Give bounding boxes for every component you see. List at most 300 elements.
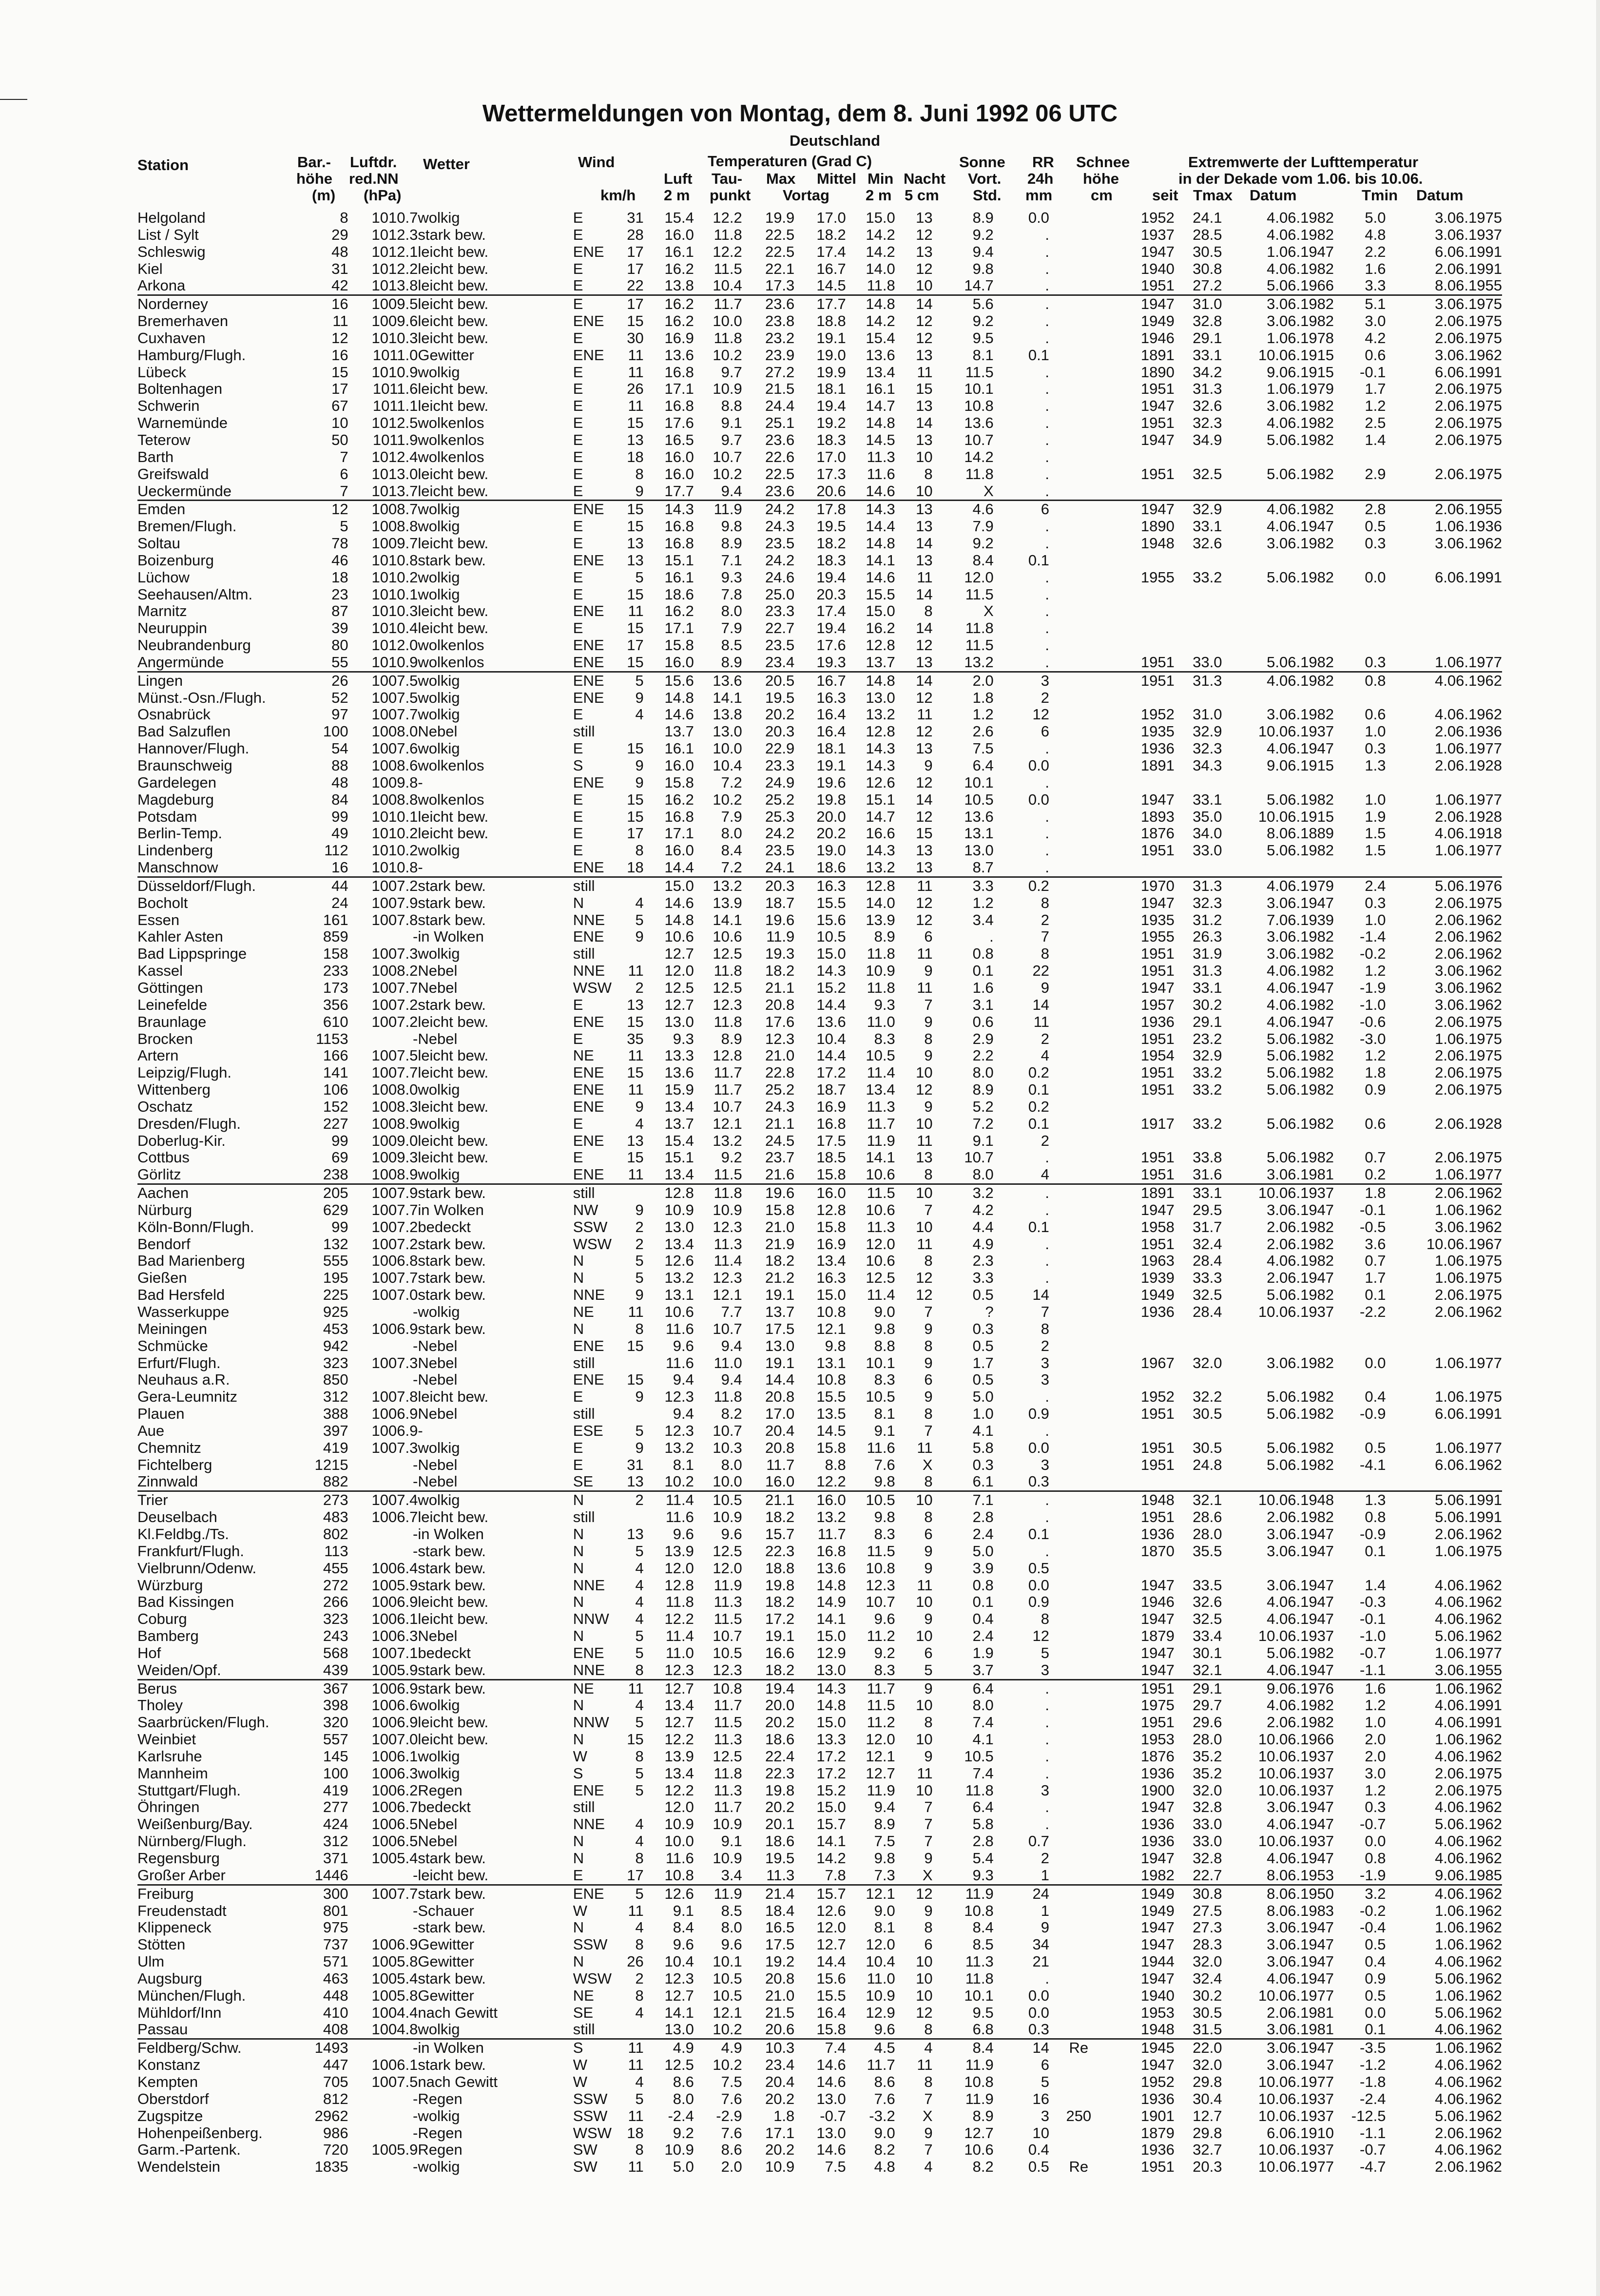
extrem-tmin-datum-cell: 2.06.1975: [1435, 1047, 1502, 1064]
wind-kmh-cell: 15: [627, 740, 644, 757]
station-cell: Lingen: [137, 672, 310, 689]
extrem-tmax-cell: 33.1: [1193, 979, 1222, 996]
wind-richtung-cell: E: [573, 996, 583, 1013]
station-cell: Neubrandenburg: [137, 637, 251, 654]
extrem-tmax-cell: [1175, 1371, 1227, 1389]
mittel-vortag-cell: 13.5: [816, 1406, 846, 1423]
extrem-tmin-datum-cell: 1.06.1977: [1435, 1354, 1502, 1371]
extrem-tmax-datum-cell: 5.06.1982: [1267, 1030, 1334, 1047]
extrem-seit-cell: 1876: [1140, 825, 1175, 842]
wetter-cell: in Wolken: [418, 2039, 573, 2057]
bar-hoehe-cell: 243: [323, 1628, 348, 1645]
wind-kmh-cell: 11: [628, 398, 644, 415]
extrem-tmax-cell: 24.8: [1193, 1456, 1222, 1473]
luft-2m-cell: 16.0: [664, 842, 694, 859]
nacht-5cm-cell: 12: [916, 260, 933, 277]
nacht-5cm-cell: 10: [916, 1115, 933, 1132]
max-vortag-cell: 18.2: [765, 1253, 795, 1270]
bar-hoehe-cell: 801: [323, 1902, 348, 1919]
schneehoehe-cell: [1049, 2021, 1108, 2039]
right-frame-edge: [1596, 0, 1600, 2296]
mittel-vortag-cell: 19.4: [816, 398, 846, 415]
extrem-tmax-cell: [1175, 449, 1227, 466]
extrem-seit-cell: [1108, 586, 1175, 603]
mittel-vortag-cell: 15.5: [816, 894, 846, 911]
station-cell: Kiel: [137, 260, 163, 277]
rr-24h-cell: 0.3: [1028, 2021, 1049, 2038]
station-row: [137, 690, 1502, 707]
rr-24h-cell: .: [1045, 740, 1049, 757]
taupunkt-cell: 11.5: [713, 260, 742, 277]
station-row: [137, 227, 1502, 244]
wind-kmh-cell: 4: [635, 2073, 644, 2090]
min-2m-cell: 9.4: [874, 1799, 895, 1816]
luft-2m-cell: 16.8: [664, 364, 694, 381]
schneehoehe-cell: [1049, 825, 1108, 842]
extrem-tmax-cell: 31.3: [1193, 381, 1222, 398]
schneehoehe-cell: [1049, 449, 1108, 466]
min-2m-cell: 14.8: [866, 415, 895, 432]
luftdruck-cell: 1010.1: [371, 808, 418, 825]
mittel-vortag-cell: 16.4: [816, 706, 846, 723]
luft-2m-cell: 11.8: [665, 1594, 694, 1611]
extrem-tmin-datum-cell: 2.06.1962: [1435, 1304, 1502, 1320]
wind-richtung-cell: E: [573, 260, 583, 277]
min-2m-cell: 15.0: [866, 603, 895, 620]
sonne-cell: 5.2: [972, 1098, 994, 1115]
sonne-cell: 9.3: [972, 1867, 994, 1884]
taupunkt-cell: 9.6: [721, 1525, 742, 1543]
mittel-vortag-cell: 19.4: [816, 620, 846, 637]
taupunkt-cell: 7.6: [721, 2090, 742, 2107]
sonne-cell: 8.9: [972, 1081, 994, 1099]
bar-hoehe-cell: 882: [323, 1473, 348, 1490]
min-2m-cell: 10.6: [866, 1201, 895, 1218]
extrem-tmax-cell: 33.0: [1193, 1833, 1222, 1850]
wetter-cell: stark bew.: [418, 1287, 486, 1304]
nacht-5cm-cell: 13: [916, 842, 933, 859]
wetter-cell: wolkenlos: [418, 415, 484, 432]
header-bar-3: (m): [312, 187, 336, 204]
bar-hoehe-cell: 227: [323, 1115, 348, 1132]
station-row: [137, 381, 1502, 398]
extrem-tmax-cell: 32.1: [1193, 1661, 1222, 1679]
rr-24h-cell: 4: [1041, 1047, 1049, 1064]
schneehoehe-cell: [1049, 330, 1108, 347]
wind-kmh-cell: 15: [627, 808, 644, 825]
mittel-vortag-cell: 18.6: [816, 859, 846, 876]
luft-2m-cell: 12.0: [664, 1560, 694, 1577]
wetter-cell: wolkig: [418, 689, 460, 706]
wetter-cell: leicht bew.: [418, 1149, 489, 1166]
station-cell: Bendorf: [137, 1235, 191, 1253]
station-row: [137, 1560, 1502, 1577]
wetter-cell: in Wolken: [418, 1525, 484, 1543]
rr-24h-cell: 2: [1041, 911, 1049, 928]
extrem-tmax-datum-cell: 5.06.1982: [1267, 1287, 1334, 1304]
extrem-tmin-datum-cell: [1390, 690, 1502, 707]
extrem-tmax-datum-cell: [1227, 620, 1334, 637]
station-cell: Mannheim: [137, 1765, 208, 1782]
taupunkt-cell: 14.1: [713, 689, 742, 706]
station-cell: Artern: [137, 1047, 179, 1064]
luftdruck-cell: 1011.6: [372, 381, 418, 398]
taupunkt-cell: 12.5: [713, 1748, 742, 1765]
min-2m-cell: 10.1: [866, 1354, 895, 1371]
max-vortag-cell: 20.1: [765, 1816, 795, 1833]
schneehoehe-cell: [1049, 1628, 1108, 1645]
schneehoehe-cell: [1049, 1133, 1108, 1150]
extrem-seit-cell: [1108, 774, 1175, 791]
extrem-tmax-datum-cell: 4.06.1982: [1267, 963, 1334, 980]
extrem-tmin-cell: 0.1: [1365, 1543, 1386, 1560]
extrem-tmin-cell: -0.9: [1360, 1525, 1386, 1543]
wetter-cell: wolkenlos: [418, 791, 484, 808]
mittel-vortag-cell: 17.0: [816, 210, 846, 226]
luft-2m-cell: 14.6: [664, 706, 694, 723]
luft-2m-cell: 16.2: [664, 603, 694, 620]
extrem-seit-cell: 1951: [1140, 654, 1175, 671]
extrem-seit-cell: 1963: [1140, 1253, 1175, 1270]
station-row: [137, 963, 1502, 980]
wetter-cell: stark bew.: [418, 1235, 486, 1253]
extrem-tmin-cell: 1.4: [1365, 1577, 1386, 1594]
schneehoehe-cell: [1049, 295, 1108, 313]
bar-hoehe-cell: 942: [323, 1337, 348, 1354]
bar-hoehe-cell: 46: [331, 552, 348, 569]
station-cell: Lübeck: [137, 364, 186, 381]
extrem-tmin-datum-cell: 1.06.1977: [1435, 791, 1502, 808]
taupunkt-cell: 10.2: [713, 347, 742, 364]
max-vortag-cell: 18.7: [765, 894, 795, 911]
bar-hoehe-cell: 410: [323, 2004, 348, 2021]
extrem-tmin-datum-cell: [1390, 620, 1502, 637]
station-row: [137, 825, 1502, 842]
min-2m-cell: 14.8: [846, 295, 895, 313]
luftdruck-cell: 1007.2: [371, 1235, 418, 1253]
wetter-cell: stark bew.: [418, 1679, 573, 1697]
extrem-tmin-datum-cell: 5.06.1991: [1435, 1509, 1502, 1526]
extrem-seit-cell: 1948: [1108, 1491, 1175, 1509]
mittel-vortag-cell: 15.8: [816, 1439, 846, 1456]
extrem-tmax-datum-cell: [1227, 483, 1334, 501]
station-row: [137, 295, 1502, 313]
luft-2m-cell: 10.9: [664, 1816, 694, 1833]
station-cell: Stötten: [137, 1936, 186, 1953]
rr-24h-cell: 0.1: [1028, 552, 1049, 569]
max-vortag-cell: 21.0: [765, 1047, 795, 1064]
extrem-seit-cell: [1108, 1321, 1175, 1338]
extrem-tmax-cell: 33.8: [1193, 1149, 1222, 1166]
max-vortag-cell: 18.4: [765, 1902, 795, 1919]
rr-24h-cell: 22: [1032, 963, 1049, 980]
extrem-tmin-datum-cell: 9.06.1985: [1435, 1867, 1502, 1884]
wind-kmh-cell: 4: [635, 1833, 644, 1850]
min-2m-cell: 8.1: [874, 1406, 895, 1423]
station-row: [137, 997, 1502, 1014]
schneehoehe-cell: [1049, 1611, 1108, 1628]
extrem-tmax-cell: 30.1: [1193, 1644, 1222, 1661]
extrem-tmin-cell: -4.7: [1360, 2159, 1386, 2176]
extrem-tmax-cell: 32.8: [1193, 1850, 1222, 1867]
bar-hoehe-cell: 312: [323, 1389, 348, 1406]
bar-hoehe-cell: 850: [323, 1371, 348, 1389]
min-2m-cell: 14.2: [866, 313, 895, 330]
extrem-tmin-datum-cell: 4.06.1962: [1435, 2073, 1502, 2090]
taupunkt-cell: 10.9: [713, 381, 742, 398]
rr-24h-cell: 8: [1041, 945, 1049, 963]
mittel-vortag-cell: 19.1: [816, 329, 846, 347]
extrem-seit-cell: 1947: [1140, 2057, 1175, 2074]
wind-richtung-cell: ENE: [573, 859, 604, 876]
extrem-tmax-datum-cell: 8.06.1889: [1267, 825, 1334, 842]
extrem-seit-cell: 1890: [1140, 518, 1175, 535]
luft-2m-cell: 4.9: [644, 2039, 694, 2057]
extrem-tmax-cell: 33.1: [1193, 347, 1222, 364]
sonne-cell: 4.4: [972, 1218, 994, 1235]
rr-24h-cell: .: [1045, 313, 1049, 330]
wind-kmh-cell: 9: [635, 1098, 644, 1115]
bar-hoehe-cell: 29: [331, 226, 348, 243]
rr-24h-cell: .: [1045, 1799, 1049, 1816]
min-2m-cell: 11.8: [867, 945, 895, 963]
header-temperaturen: Temperaturen (Grad C): [708, 153, 872, 170]
extrem-tmax-cell: 30.5: [1193, 2004, 1222, 2021]
bar-hoehe-cell: 7: [340, 448, 348, 465]
station-cell: Lüchow: [137, 569, 190, 586]
extrem-tmax-cell: 34.2: [1193, 364, 1222, 381]
header-extremwerte: Extremwerte der Lufttemperatur: [1188, 154, 1419, 171]
bar-hoehe-cell: 1446: [314, 1867, 348, 1884]
wind-richtung-cell: NE: [573, 1304, 594, 1320]
station-row: [137, 1219, 1502, 1236]
max-vortag-cell: 20.0: [765, 1697, 795, 1714]
extrem-seit-cell: 1951: [1140, 465, 1175, 482]
extrem-tmin-cell: 0.0: [1365, 2004, 1386, 2021]
extrem-seit-cell: 1901: [1140, 2107, 1175, 2124]
luft-2m-cell: 5.0: [673, 2159, 694, 2176]
extrem-tmin-datum-cell: 2.06.1975: [1435, 894, 1502, 911]
extrem-seit-cell: 1951: [1140, 1235, 1175, 1253]
wetter-cell: Regen: [418, 2090, 463, 2107]
station-cell: Bremen/Flugh.: [137, 518, 237, 535]
extrem-tmax-datum-cell: 4.06.1982: [1267, 226, 1334, 243]
wind-richtung-cell: NNE: [573, 911, 605, 928]
extrem-tmin-cell: 0.5: [1365, 518, 1386, 535]
header-datum-max: Datum: [1250, 187, 1297, 204]
wind-richtung-cell: ENE: [573, 1098, 604, 1115]
wind-richtung-cell: still: [573, 1184, 619, 1202]
max-vortag-cell: 20.2: [765, 1714, 795, 1731]
extrem-tmin-cell: [1334, 637, 1390, 654]
luftdruck-cell: 1005.8: [371, 1953, 418, 1970]
station-row: [137, 1491, 1502, 1509]
rr-24h-cell: 12: [1032, 706, 1049, 723]
schneehoehe-cell: [1049, 1697, 1108, 1714]
schneehoehe-cell: [1049, 637, 1108, 654]
wind-kmh-cell: 35: [627, 1030, 644, 1047]
max-vortag-cell: 12.3: [765, 1030, 795, 1047]
bar-hoehe-cell: 50: [331, 431, 348, 448]
luftdruck-cell: -: [413, 2159, 418, 2176]
schneehoehe-cell: [1049, 1253, 1108, 1270]
min-2m-cell: 13.2: [866, 859, 895, 876]
extrem-tmax-cell: 32.4: [1193, 1235, 1222, 1253]
station-row: [137, 1748, 1502, 1765]
extrem-tmin-cell: 1.2: [1365, 398, 1386, 415]
nacht-5cm-cell: 8: [924, 603, 933, 620]
luftdruck-cell: 1007.2: [371, 1218, 418, 1235]
schneehoehe-cell: [1049, 1509, 1108, 1526]
station-cell: Düsseldorf/Flugh.: [137, 877, 310, 894]
taupunkt-cell: 10.7: [713, 1628, 742, 1645]
luft-2m-cell: 17.1: [664, 381, 694, 398]
max-vortag-cell: 16.6: [765, 1644, 795, 1661]
extrem-tmin-datum-cell: 4.06.1962: [1435, 706, 1502, 723]
sonne-cell: 5.6: [933, 295, 994, 313]
extrem-tmin-cell: 5.1: [1334, 295, 1390, 313]
wetter-cell: stark bew.: [418, 2057, 486, 2074]
mittel-vortag-cell: 20.3: [816, 586, 846, 603]
extrem-tmin-datum-cell: 4.06.1962: [1435, 2090, 1502, 2107]
wind-richtung-cell: still: [573, 1799, 595, 1816]
header-kmh: km/h: [600, 187, 636, 204]
schneehoehe-cell: [1049, 1526, 1108, 1543]
luftdruck-cell: 1007.7: [371, 1064, 418, 1081]
wind-richtung-cell: E: [573, 1115, 583, 1132]
station-row: [137, 1440, 1502, 1457]
max-vortag-cell: 24.2: [742, 501, 795, 518]
rr-24h-cell: 3: [1041, 1782, 1049, 1799]
rr-24h-cell: .: [1045, 825, 1049, 842]
schneehoehe-cell: [1049, 859, 1108, 877]
luft-2m-cell: 13.4: [664, 1166, 694, 1183]
extrem-seit-cell: [1108, 690, 1175, 707]
extrem-tmin-cell: -2.4: [1360, 2090, 1386, 2107]
wind-richtung-cell: E: [573, 295, 619, 313]
max-vortag-cell: 21.2: [765, 1270, 795, 1287]
schneehoehe-cell: [1049, 928, 1108, 945]
extrem-tmin-datum-cell: 1.06.1962: [1435, 1919, 1502, 1936]
sonne-cell: .: [989, 928, 994, 945]
nacht-5cm-cell: 9: [924, 1543, 933, 1560]
min-2m-cell: -3.2: [869, 2107, 895, 2124]
station-cell: Bocholt: [137, 894, 188, 911]
luft-2m-cell: 11.0: [665, 1644, 694, 1661]
sonne-cell: 4.1: [972, 1422, 994, 1439]
luftdruck-cell: 1005.4: [371, 1970, 418, 1987]
header-seit: seit: [1152, 187, 1178, 204]
taupunkt-cell: 2.0: [721, 2159, 742, 2176]
luftdruck-cell: -: [413, 1456, 418, 1473]
nacht-5cm-cell: 8: [924, 1714, 933, 1731]
taupunkt-cell: 8.9: [721, 654, 742, 671]
bar-hoehe-cell: 1493: [310, 2039, 348, 2057]
min-2m-cell: 11.5: [846, 1184, 895, 1202]
schneehoehe-cell: [1049, 1116, 1108, 1133]
bar-hoehe-cell: 448: [323, 1987, 348, 2004]
max-vortag-cell: 24.2: [765, 552, 795, 569]
wind-kmh-cell: 11: [628, 603, 644, 620]
station-cell: Berus: [137, 1679, 310, 1697]
min-2m-cell: 13.2: [866, 706, 895, 723]
mittel-vortag-cell: 19.5: [816, 518, 846, 535]
extrem-tmin-datum-cell: 1.06.1962: [1390, 2039, 1502, 2057]
wind-richtung-cell: NNE: [573, 1577, 605, 1594]
station-cell: Passau: [137, 2021, 188, 2038]
max-vortag-cell: 23.6: [765, 482, 795, 500]
extrem-seit-cell: 1954: [1140, 1047, 1175, 1064]
rr-24h-cell: 0.1: [1028, 1115, 1049, 1132]
extrem-tmax-datum-cell: 3.06.1982: [1267, 706, 1334, 723]
luft-2m-cell: 10.6: [664, 928, 694, 945]
bar-hoehe-cell: 455: [323, 1560, 348, 1577]
max-vortag-cell: 23.3: [765, 603, 795, 620]
extrem-tmin-cell: 3.0: [1365, 313, 1386, 330]
sonne-cell: 11.9: [933, 1885, 994, 1902]
mittel-vortag-cell: 15.6: [816, 911, 846, 928]
extrem-tmax-datum-cell: 3.06.1982: [1267, 398, 1334, 415]
extrem-tmin-cell: 1.8: [1365, 1064, 1386, 1081]
mittel-vortag-cell: 18.1: [816, 381, 846, 398]
wetter-cell: Regen: [418, 1782, 463, 1799]
min-2m-cell: 14.3: [866, 842, 895, 859]
wind-kmh-cell: 11: [628, 1304, 644, 1320]
taupunkt-cell: 11.9: [694, 1885, 742, 1902]
taupunkt-cell: 12.3: [713, 1218, 742, 1235]
sonne-cell: 3.9: [972, 1560, 994, 1577]
extrem-seit-cell: 1935: [1140, 723, 1175, 740]
schneehoehe-cell: [1049, 1440, 1108, 1457]
mittel-vortag-cell: 13.0: [816, 1661, 846, 1679]
extrem-seit-cell: 1947: [1140, 1201, 1175, 1218]
luftdruck-cell: 1010.2: [371, 825, 418, 842]
extrem-tmax-cell: 33.0: [1193, 842, 1222, 859]
taupunkt-cell: 12.2: [713, 243, 742, 260]
luft-2m-cell: 12.5: [664, 2057, 694, 2074]
wetter-cell: stark bew.: [418, 1885, 573, 1902]
extrem-tmax-datum-cell: 4.06.1947: [1267, 1661, 1334, 1679]
wind-kmh-cell: 15: [627, 415, 644, 432]
bar-hoehe-cell: 52: [331, 689, 348, 706]
luftdruck-cell: 1007.3: [371, 1354, 418, 1371]
bar-hoehe-cell: 99: [331, 808, 348, 825]
extrem-tmax-cell: 33.3: [1193, 1270, 1222, 1287]
wind-richtung-cell: E: [573, 842, 583, 859]
bar-hoehe-cell: 54: [331, 740, 348, 757]
taupunkt-cell: 12.1: [713, 2004, 742, 2021]
rr-24h-cell: .: [1045, 603, 1049, 620]
bar-hoehe-cell: 141: [323, 1064, 348, 1081]
schneehoehe-cell: [1049, 227, 1108, 244]
extrem-tmin-cell: [1334, 859, 1390, 877]
extrem-tmax-datum-cell: 4.06.1947: [1267, 979, 1334, 996]
schneehoehe-cell: [1049, 1936, 1108, 1953]
luft-2m-cell: 13.6: [664, 347, 694, 364]
schneehoehe-cell: [1049, 672, 1108, 689]
wind-richtung-cell: ENE: [573, 1064, 604, 1081]
sonne-cell: 12.0: [964, 569, 994, 586]
luftdruck-cell: 1008.8: [371, 518, 418, 535]
luft-2m-cell: 9.4: [673, 1371, 694, 1389]
bar-hoehe-cell: 152: [323, 1098, 348, 1115]
wind-richtung-cell: NNE: [573, 1816, 605, 1833]
wetter-cell: leicht bew.: [418, 808, 489, 825]
max-vortag-cell: 20.5: [742, 672, 795, 689]
max-vortag-cell: 18.6: [765, 1833, 795, 1850]
nacht-5cm-cell: 11: [917, 2057, 933, 2074]
sonne-cell: 8.2: [972, 2159, 994, 2176]
